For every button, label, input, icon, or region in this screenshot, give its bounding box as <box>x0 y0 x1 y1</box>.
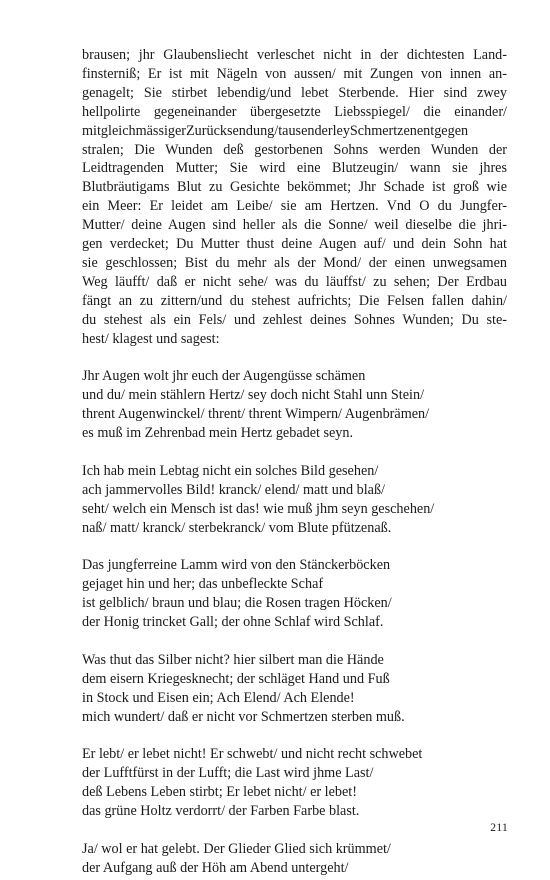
verse-stanza-3 <box>82 556 507 632</box>
prose-line: finsterniß; Er ist mit Nägeln von aussen/ mit Zungen von innen an- <box>82 65 507 82</box>
verse-stanza-5 <box>82 745 507 821</box>
verse-stanza-6 <box>82 840 507 878</box>
verse-line: und du/ mein stählern Hertz/ sey doch nicht Stahl unn Stein/ <box>82 387 425 404</box>
prose-line: hest/ klagest und sagest: <box>82 330 220 347</box>
prose-line: fängt an zu zittern/und du stehest aufrichts; Die Felsen fallen dahin/ <box>82 292 507 309</box>
prose-line: du stehest als ein Fels/ und zehlest deines Sohnes Wunden; Du ste- <box>82 311 507 328</box>
verse-line: der Lufftfürst in der Lufft; die Last wird jhme Last/ <box>82 765 374 782</box>
verse-line: der Aufgang auß der Höh am Abend untergeht/ <box>82 859 349 876</box>
verse-line: in Stock und Eisen ein; Ach Elend/ Ach Elende! <box>82 689 355 706</box>
prose-line: ein Meer: Er leidet am Leibe/ sie am Hertzen. Vnd O du Jungfer- <box>82 198 507 215</box>
verse-line: naß/ matt/ kranck/ sterbekranck/ vom Blute pfützenaß. <box>82 519 392 536</box>
prose-line: Blutbräutigams Blut zu Gesichte bekömmet; Jhr Schade ist groß wie <box>82 179 507 196</box>
verse-line: dem eisern Kriegesknecht; der schläget Hand und Fuß <box>82 670 390 687</box>
prose-line: stralen; Die Wunden deß gestorbenen Sohns werden Wunden der <box>82 141 507 158</box>
verse-line: gejaget hin und her; das unbefleckte Schaf <box>82 576 324 593</box>
verse-line: das grüne Holtz verdorrt/ der Farben Farbe blast. <box>82 803 360 820</box>
verse-line: Das jungferreine Lamm wird von den Stänckerböcken <box>82 557 391 574</box>
prose-line: sie geschlossen; Bist du mehr als der Mond/ der einen unwegsamen <box>82 254 507 271</box>
verse-line: Ich hab mein Lebtag nicht ein solches Bild gesehen/ <box>82 462 379 479</box>
verse-stanza-1 <box>82 367 507 443</box>
prose-line: hellpolirte gegeneinander übergesetzte Liebsspiegel/ die einander/ <box>82 103 507 120</box>
verse-line: ach jammervolles Bild! kranck/ elend/ matt und blaß/ <box>82 481 385 498</box>
verse-line: thrent Augenwinckel/ thrent/ thrent Wimpern/ Augenbrämen/ <box>82 406 430 423</box>
verse-line: der Honig trincket Gall; der ohne Schlaf wird Schlaf. <box>82 614 384 631</box>
verse-line: seht/ welch ein Mensch ist das! wie muß jhm seyn geschehen/ <box>82 500 435 517</box>
prose-line: gen verdecket; Du Mutter thust deine Augen auf/ und dein Sohn hat <box>82 236 507 253</box>
prose-line: brausen; jhr Glaubensliecht verleschet nicht in der dichtesten Land- <box>82 47 507 63</box>
verse-line: ist gelblich/ braun und blau; die Rosen tragen Höcken/ <box>82 595 392 612</box>
prose-line: Weg läufft/ daß er nicht sehe/ was du läuffst/ zu sehen; Der Erdbau <box>82 273 507 290</box>
verse-line: es muß im Zehrenbad mein Hertz gebadet seyn. <box>82 425 354 442</box>
verse-line: Ja/ wol er hat gelebt. Der Glieder Glied sich krümmet/ <box>82 840 391 857</box>
verse-stanza-4 <box>82 651 507 727</box>
prose-line: Leidtragenden Mutter; Sie wird eine Blutzeugin/ wann sie jhres <box>82 160 507 177</box>
prose-line: Mutter/ deine Augen sind heller als die Sonne/ weil dieselbe die jhri- <box>82 217 507 234</box>
page-body <box>82 46 507 878</box>
verse-line: Jhr Augen wolt jhr euch der Augengüsse schämen <box>82 368 366 385</box>
verse-line: deß Lebens Leben stirbt; Er lebet nicht/ er lebet! <box>82 784 357 801</box>
page-number: 211 <box>490 822 508 834</box>
prose-paragraph <box>82 46 507 349</box>
prose-line: mitgleichmässigerZurücksendung/tausenderleySchmertzenentgegen <box>82 122 469 139</box>
verse-line: Er lebt/ er lebet nicht! Er schwebt/ und nicht recht schwebet <box>82 746 423 763</box>
verse-line: Was thut das Silber nicht? hier silbert man die Hände <box>82 651 384 668</box>
verse-stanza-2 <box>82 462 507 538</box>
verse-line: mich wundert/ daß er nicht vor Schmertzen sterben muß. <box>82 708 405 725</box>
prose-line: genagelt; Sie stirbet lebendig/und lebet Sterbende. Hier sind zwey <box>82 84 507 101</box>
